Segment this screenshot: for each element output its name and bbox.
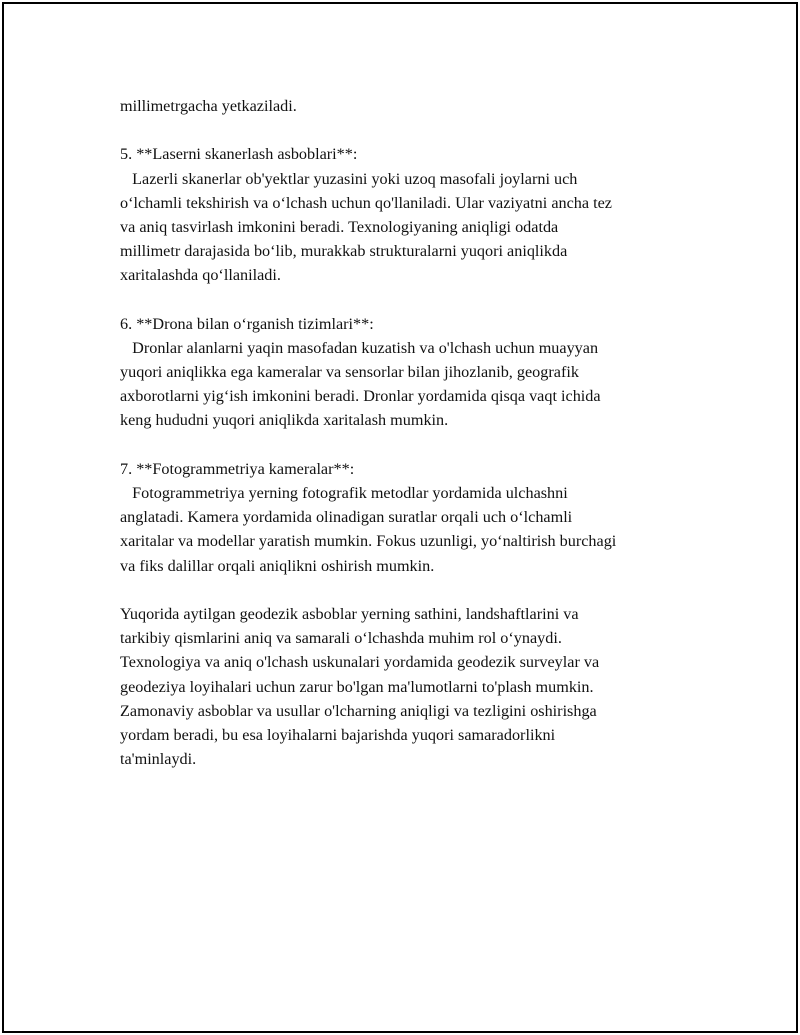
section-text-line: xaritalashda qo‘llaniladi. (120, 266, 281, 285)
section-text-line: millimetr darajasida bo‘lib, murakkab strukturalarni yuqori aniqlikda (120, 242, 568, 261)
section-photogrammetry (120, 457, 700, 578)
section-heading: 6. **Drona bilan o‘rganish tizimlari**: (120, 314, 374, 333)
paragraph-gap (120, 118, 700, 142)
section-text-line: keng hududni yuqori aniqlikda xaritalash mumkin. (120, 411, 449, 430)
paragraph-gap (120, 433, 700, 457)
section-text-line: va fiks dalillar orqali aniqlikni oshirish mumkin. (120, 556, 435, 575)
conclusion-line: ta'minlaydi. (120, 750, 197, 769)
document-body (120, 94, 700, 771)
section-text-line: Lazerli skanerlar ob'yektlar yuzasini yoki uzoq masofali joylarni uch (120, 169, 578, 188)
conclusion-line: geodeziya loyihalari uchun zarur bo'lgan ma'lumotlarni to'plash mumkin. (120, 677, 594, 696)
conclusion-line: tarkibiy qismlarini aniq va samarali o‘lchashda muhim rol o‘ynaydi. (120, 629, 562, 648)
conclusion-line: yordam beradi, bu esa loyihalarni bajarishda yuqori samaradorlikni (120, 725, 556, 744)
conclusion-line: Yuqorida aytilgan geodezik asboblar yerning sathini, landshaftlarini va (120, 604, 579, 623)
section-laser-scanning (120, 142, 700, 287)
document-page (2, 2, 798, 1033)
section-drone-survey (120, 312, 700, 433)
conclusion-line: Zamonaviy asboblar va usullar o'lcharning aniqligi va tezligini oshirishga (120, 701, 597, 720)
section-text-line: va aniq tasvirlash imkonini beradi. Texnologiyaning aniqligi odatda (120, 217, 559, 236)
section-heading: 5. **Laserni skanerlash asboblari**: (120, 145, 358, 164)
section-text-line: axborotlarni yig‘ish imkonini beradi. Dronlar yordamida qisqa vaqt ichida (120, 387, 601, 406)
section-text-line: Fotogrammetriya yerning fotografik metodlar yordamida ulchashni (120, 484, 568, 502)
conclusion-line: Texnologiya va aniq o'lchash uskunalari yordamida geodezik surveylar va (120, 653, 600, 672)
section-text-line: o‘lchamli tekshirish va o‘lchash uchun qo'llaniladi. Ular vaziyatni ancha tez (120, 193, 612, 212)
paragraph-gap (120, 578, 700, 602)
section-text-line: anglatadi. Kamera yordamida olinadigan suratlar orqali uch o‘lchamli (120, 508, 573, 527)
conclusion-paragraph (120, 602, 700, 771)
section-heading: 7. **Fotogrammetriya kameralar**: (120, 459, 355, 478)
paragraph-gap (120, 288, 700, 312)
intro-tail-line: millimetrgacha yetkaziladi. (120, 97, 297, 115)
section-text-line: yuqori aniqlikka ega kameralar va sensorlar bilan jihozlanib, geografik (120, 363, 579, 382)
section-text-line: xaritalar va modellar yaratish mumkin. Fokus uzunligi, yo‘naltirish burchagi (120, 532, 617, 551)
section-text-line: Dronlar alanlarni yaqin masofadan kuzatish va o'lchash uchun muayyan (120, 338, 599, 357)
